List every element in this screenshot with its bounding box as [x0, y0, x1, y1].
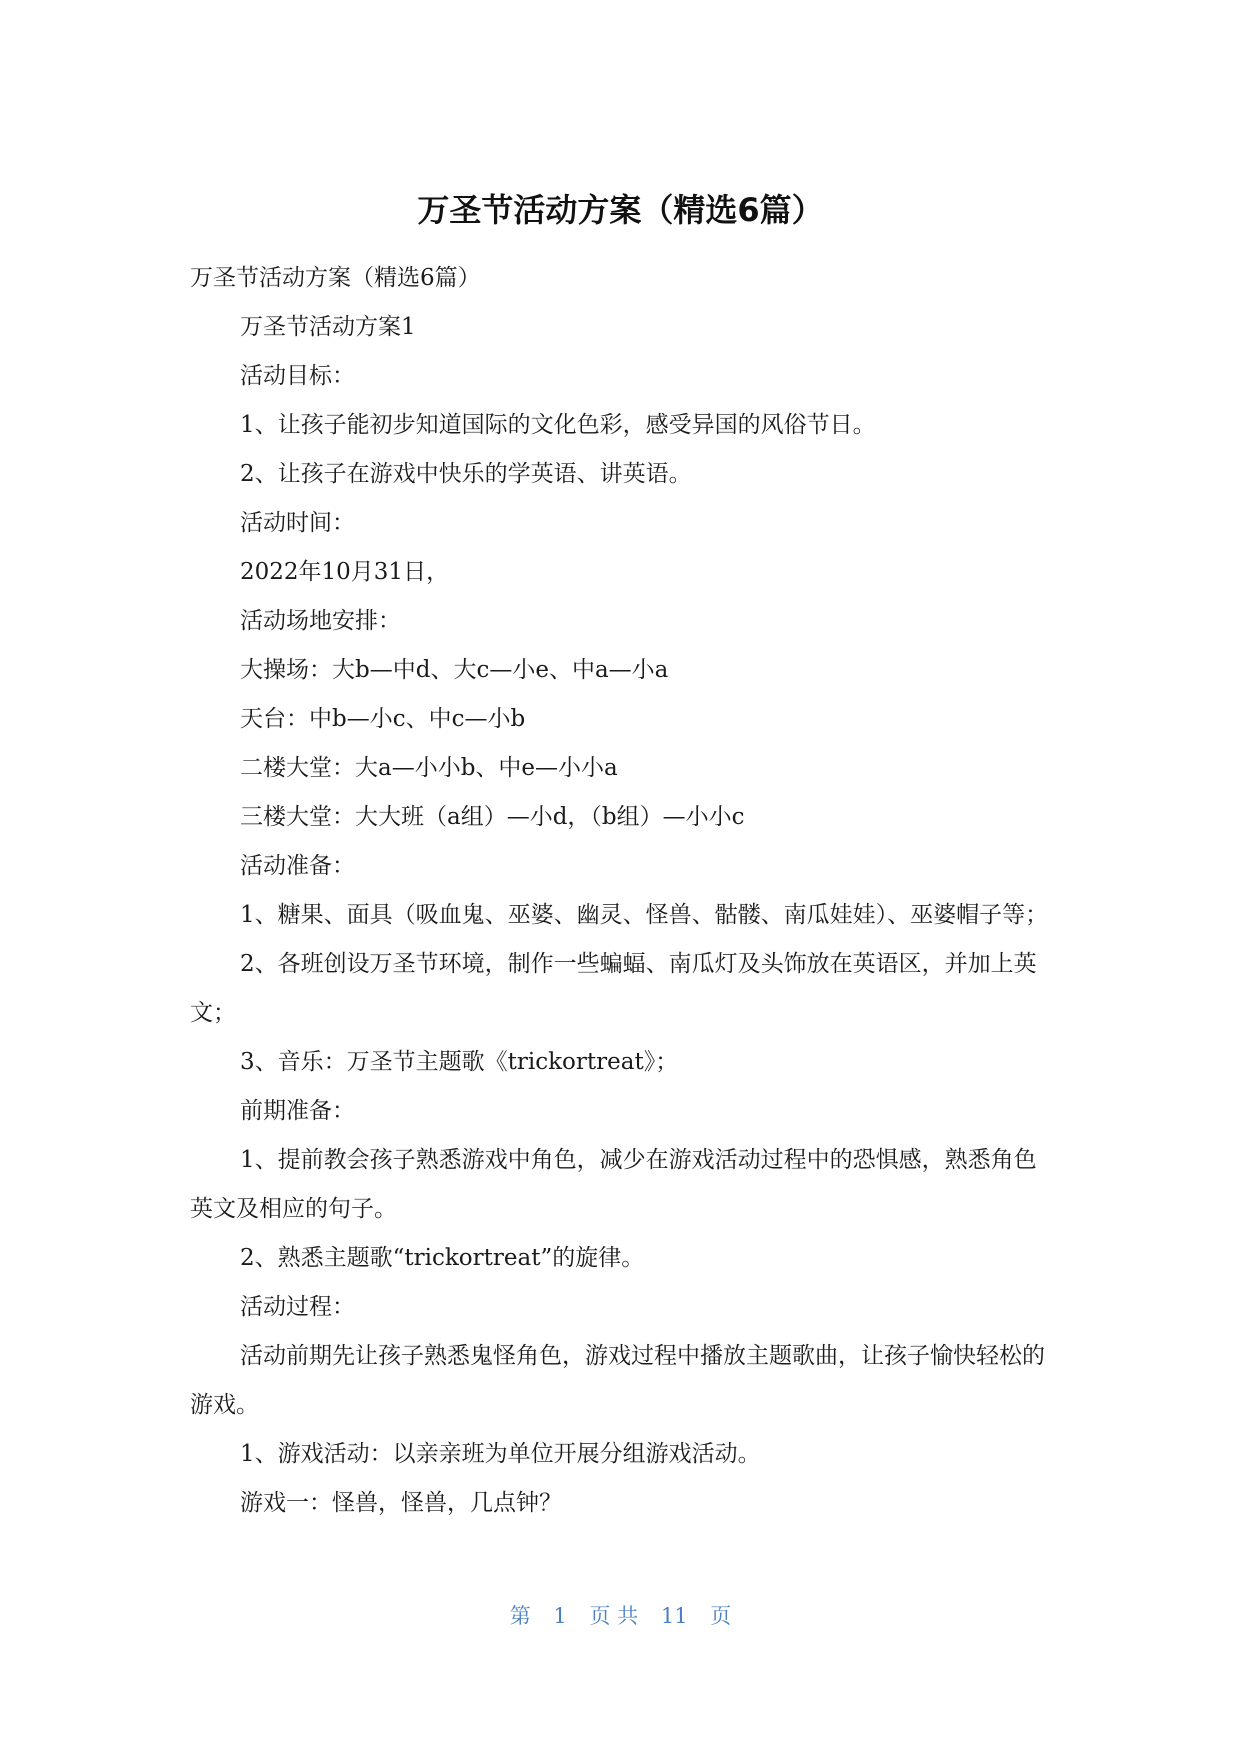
paragraph: 2、熟悉主题歌“trickortreat”的旋律。: [240, 1245, 645, 1271]
paragraph: 活动过程：: [240, 1294, 355, 1320]
paragraph: 2022年10月31日，: [240, 559, 450, 585]
paragraph: 二楼大堂：大a—小小b、中e—小小a: [240, 755, 618, 781]
paragraph: 活动目标：: [240, 363, 355, 389]
paragraph: 天台：中b—小c、中c—小b: [240, 706, 526, 732]
paragraph: 活动准备：: [240, 853, 355, 879]
page-footer: [0, 1602, 1241, 1630]
paragraph: 1、糖果、面具（吸血鬼、巫婆、幽灵、怪兽、骷髅、南瓜娃娃）、巫婆帽子等；: [240, 902, 1049, 928]
paragraph: 万圣节活动方案（精选6篇）: [190, 265, 481, 291]
paragraph: 活动前期先让孩子熟悉鬼怪角色，游戏过程中播放主题歌曲，让孩子愉快轻松的游戏。: [190, 1343, 1045, 1418]
paragraph: 3、音乐：万圣节主题歌《trickortreat》；: [240, 1049, 679, 1075]
paragraph: 活动场地安排：: [240, 608, 401, 634]
footer-prefix: 第: [509, 1604, 531, 1628]
paragraph: 万圣节活动方案1: [240, 314, 416, 340]
paragraph: 三楼大堂：大大班（a组）—小d，（b组）—小小c: [240, 804, 745, 830]
paragraph: 1、让孩子能初步知道国际的文化色彩，感受异国的风俗节日。: [240, 412, 876, 438]
paragraph: 大操场：大b—中d、大c—小e、中a—小a: [240, 657, 669, 683]
footer-page-number: 1: [553, 1604, 567, 1628]
paragraph: 前期准备：: [240, 1098, 355, 1124]
document-body: [190, 254, 1050, 1528]
paragraph: 1、游戏活动：以亲亲班为单位开展分组游戏活动。: [240, 1441, 761, 1467]
paragraph: 活动时间：: [240, 510, 355, 536]
footer-middle: 页 共: [589, 1604, 639, 1628]
paragraph: 2、让孩子在游戏中快乐的学英语、讲英语。: [240, 461, 692, 487]
paragraph: 1、提前教会孩子熟悉游戏中角色，减少在游戏活动过程中的恐惧感，熟悉角色英文及相应的句子。: [190, 1147, 1037, 1222]
footer-suffix: 页: [710, 1604, 732, 1628]
footer-page-total: 11: [660, 1604, 688, 1628]
document-title: 万圣节活动方案（精选6篇）: [417, 191, 824, 229]
paragraph: 2、各班创设万圣节环境，制作一些蝙蝠、南瓜灯及头饰放在英语区，并加上英文；: [190, 951, 1037, 1026]
paragraph: 游戏一：怪兽，怪兽，几点钟？: [240, 1490, 562, 1516]
